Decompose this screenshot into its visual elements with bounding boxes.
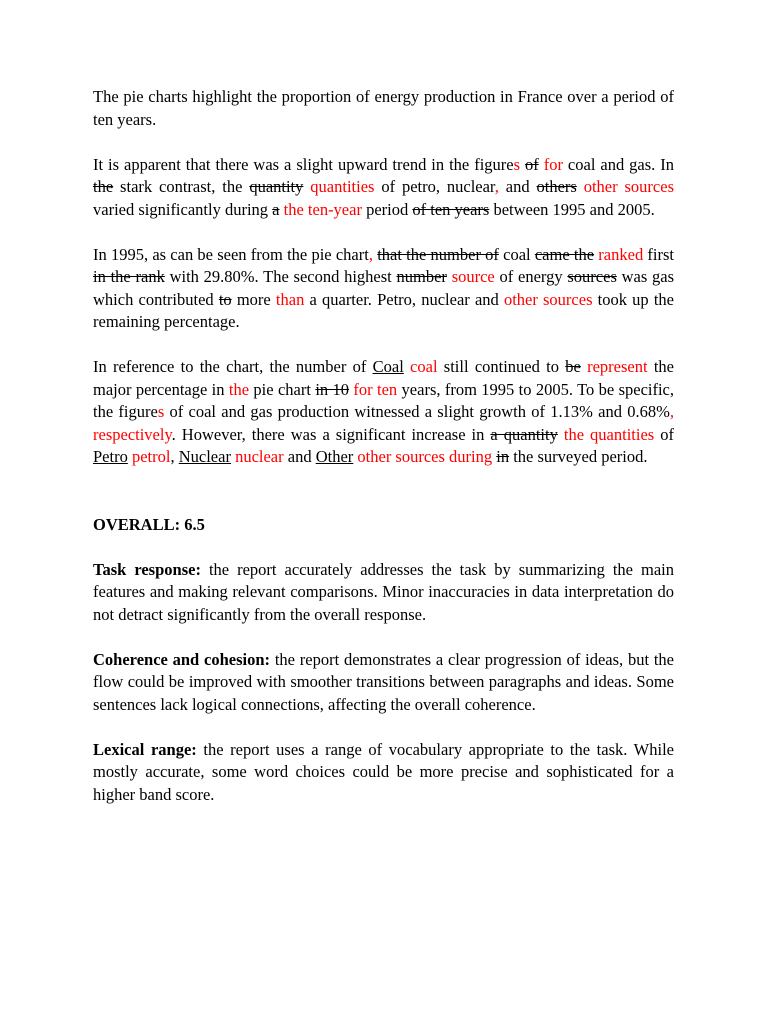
feedback-lexical-range	[93, 739, 674, 807]
essay-text: years, from 1995 to 2005. To be specific, the figure	[93, 379, 675, 421]
correction-insert: for	[543, 154, 563, 174]
correction-delete: came the	[534, 244, 595, 264]
correction-delete: in	[496, 447, 510, 466]
essay-text: and	[283, 447, 316, 466]
correction-insert: other sources during	[357, 447, 493, 466]
essay-paragraph-trend	[93, 356, 674, 469]
essay-text: . However, there was a significant increase in	[171, 424, 491, 444]
feedback-title: Lexical range:	[93, 739, 197, 759]
essay-text: took up the remaining percentage.	[93, 289, 675, 331]
correction-delete: of ten years	[412, 199, 490, 219]
correction-delete: the	[93, 177, 114, 196]
correction-insert: the ten-year	[283, 199, 362, 219]
correction-insert: nuclear	[235, 447, 284, 466]
underlined-word: Nuclear	[178, 447, 231, 466]
essay-text: In 1995, as can be seen from the pie chart	[93, 244, 369, 264]
essay-text	[577, 177, 584, 196]
essay-body	[93, 86, 674, 469]
essay-text: the major percentage in	[93, 357, 674, 399]
essay-text: coal	[498, 244, 535, 264]
document-page	[93, 86, 674, 829]
essay-text: pie chart	[249, 379, 316, 399]
underlined-word: Other	[315, 447, 354, 466]
essay-text: In reference to the chart, the number of	[93, 357, 373, 376]
feedback-text: the report demonstrates a clear progression of ideas, but the flow could be improved with smoother transitions between paragraphs and ideas. Some sentences lack logical connections, affecting the overall coherence.	[93, 649, 674, 714]
feedback-title: Coherence and cohesion:	[93, 649, 271, 669]
correction-insert: ranked	[598, 244, 644, 264]
correction-insert: petrol	[131, 447, 171, 466]
feedback-coherence-cohesion	[93, 649, 674, 717]
essay-text: The pie charts highlight the proportion of energy production in France over a period of ten years.	[93, 87, 674, 129]
correction-delete: others	[536, 177, 577, 196]
essay-paragraph-intro	[93, 86, 674, 131]
correction-insert: quantities	[310, 177, 375, 196]
essay-text: period	[361, 199, 413, 219]
correction-delete: a	[272, 199, 280, 219]
correction-insert: represent	[587, 357, 648, 376]
essay-text: It is apparent that there was a slight upward trend in the figure	[93, 154, 514, 174]
correction-delete: of	[525, 154, 539, 174]
feedback-text: the report accurately addresses the task by summarizing the main features and making relevant comparisons. Minor inaccuracies in data interpretation do not detract significantly from the overall response.	[93, 559, 674, 624]
essay-text: first	[643, 244, 675, 264]
essay-text: with 29.80%. The second highest	[164, 267, 397, 286]
feedback-section	[93, 559, 674, 807]
essay-text: of energy	[494, 267, 568, 286]
correction-delete: that the number of	[377, 244, 499, 264]
correction-delete: a quantity	[490, 424, 558, 444]
essay-text: stark contrast, the	[113, 177, 250, 196]
essay-text: of	[654, 424, 674, 444]
correction-insert: s	[513, 154, 521, 174]
correction-insert: ,	[368, 244, 373, 264]
correction-insert: the quantities	[563, 424, 655, 444]
correction-insert: , respectively	[93, 402, 674, 444]
essay-text: ,	[170, 447, 179, 466]
essay-text: a quarter. Petro, nuclear and	[304, 289, 504, 309]
essay-paragraph-1995	[93, 244, 674, 334]
correction-insert: for ten	[353, 379, 398, 399]
essay-text: and	[498, 177, 537, 196]
correction-delete: number	[396, 267, 447, 286]
correction-insert: the	[228, 379, 250, 399]
correction-insert: than	[275, 289, 305, 309]
essay-paragraph-overview	[93, 154, 674, 222]
correction-insert: s	[157, 402, 165, 421]
essay-text: between 1995 and 2005.	[489, 199, 655, 219]
essay-text: coal and gas. In	[562, 154, 674, 174]
essay-text: of petro, nuclear	[374, 177, 495, 196]
feedback-task-response	[93, 559, 674, 627]
feedback-text: the report uses a range of vocabulary appropriate to the task. While mostly accurate, some word choices could be more precise and sophisticated for a higher band score.	[93, 739, 674, 804]
correction-delete: be	[565, 357, 581, 376]
overall-score: OVERALL: 6.5	[93, 514, 205, 534]
essay-text: of coal and gas production witnessed a slight growth of 1.13% and 0.68%	[164, 402, 670, 421]
underlined-word: Coal	[372, 357, 404, 376]
essay-text: was gas which contributed	[93, 267, 675, 309]
correction-delete: quantity	[249, 177, 304, 196]
essay-text: varied significantly during	[93, 199, 273, 219]
correction-delete: to	[218, 289, 232, 309]
correction-insert: ,	[494, 177, 499, 196]
correction-delete: sources	[567, 267, 617, 286]
correction-insert: other sources	[583, 177, 674, 196]
correction-insert: other sources	[503, 289, 593, 309]
feedback-title: Task response:	[93, 559, 201, 579]
essay-text: more	[231, 289, 276, 309]
essay-text: the surveyed period.	[509, 447, 648, 466]
section-gap	[93, 491, 674, 514]
correction-delete: in 10	[315, 379, 350, 399]
essay-text: still continued to	[437, 357, 566, 376]
correction-delete: in the rank	[93, 267, 165, 286]
correction-insert: source	[451, 267, 495, 286]
underlined-word: Petro	[93, 447, 128, 466]
correction-insert: coal	[410, 357, 438, 376]
